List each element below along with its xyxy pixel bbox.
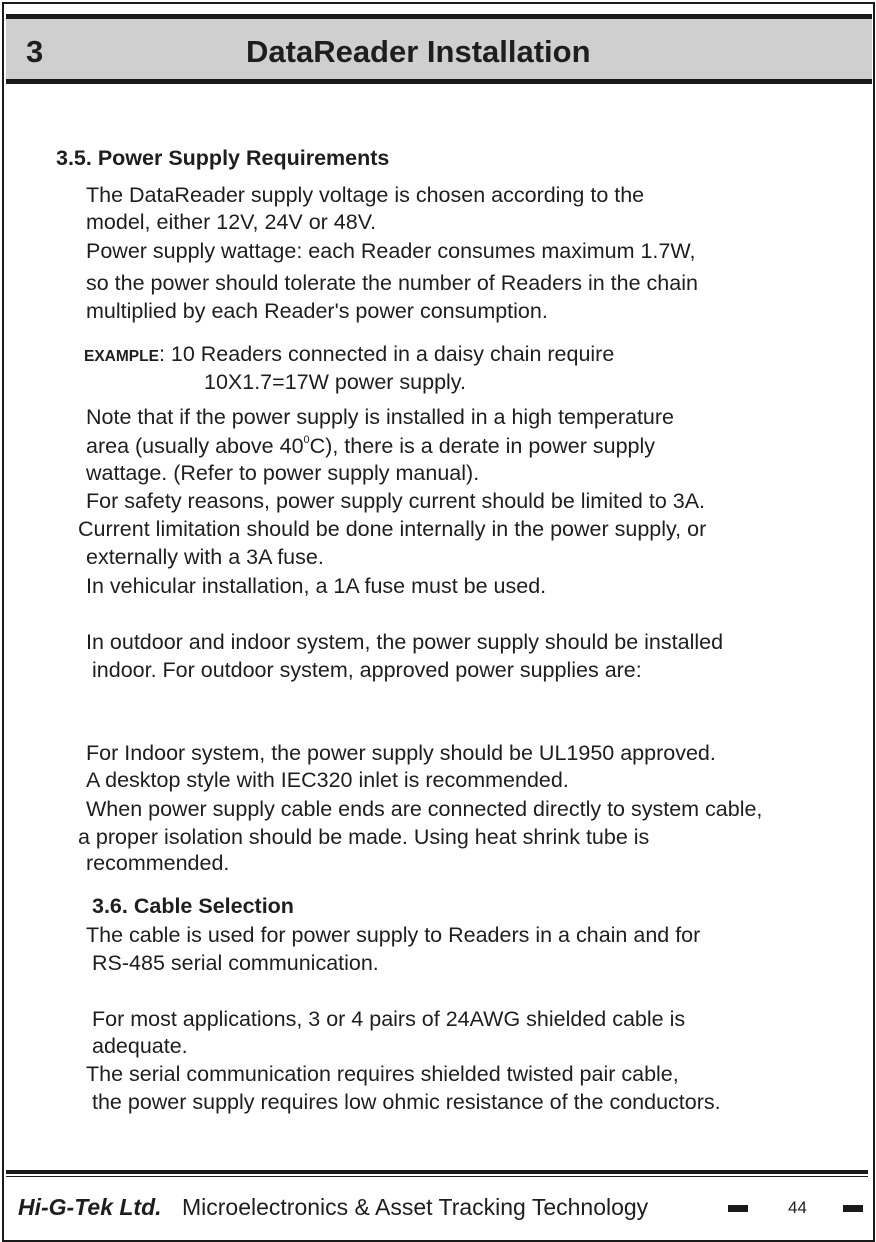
footer-divider-thin bbox=[6, 1176, 868, 1177]
paragraph-line: The cable is used for power supply to Readers in a chain and for bbox=[86, 923, 701, 947]
paragraph-line: Current limitation should be done internally in the power supply, or bbox=[78, 517, 707, 541]
temperature-text-pre: area (usually above 40 bbox=[86, 434, 304, 458]
paragraph-line: When power supply cable ends are connected directly to system cable, bbox=[86, 797, 763, 821]
paragraph-line: recommended. bbox=[86, 851, 230, 875]
paragraph-line: multiplied by each Reader's power consumption. bbox=[86, 299, 548, 323]
section-heading-cable-selection: 3.6. Cable Selection bbox=[92, 894, 294, 918]
paragraph-line-temperature bbox=[86, 433, 655, 459]
company-tagline: Microelectronics & Asset Tracking Technology bbox=[182, 1194, 649, 1220]
chapter-title: DataReader Installation bbox=[246, 34, 591, 69]
paragraph-line: A desktop style with IEC320 inlet is recommended. bbox=[86, 768, 569, 792]
paragraph-line: model, either 12V, 24V or 48V. bbox=[86, 210, 377, 234]
footer-divider bbox=[6, 1170, 868, 1174]
paragraph-line: In vehicular installation, a 1A fuse must be used. bbox=[86, 574, 547, 598]
paragraph-line: indoor. For outdoor system, approved power supplies are: bbox=[92, 658, 642, 682]
paragraph-line: externally with a 3A fuse. bbox=[86, 545, 324, 569]
temperature-text-post: C), there is a derate in power supply bbox=[309, 434, 656, 458]
chapter-header bbox=[6, 14, 872, 84]
section-heading-power-supply: 3.5. Power Supply Requirements bbox=[56, 146, 390, 170]
example-text-line2: 10X1.7=17W power supply. bbox=[204, 370, 466, 394]
paragraph-line: For safety reasons, power supply current should be limited to 3A. bbox=[86, 489, 706, 513]
paragraph-line: Note that if the power supply is installed in a high temperature bbox=[86, 405, 674, 429]
paragraph-line: For most applications, 3 or 4 pairs of 24AWG shielded cable is bbox=[92, 1007, 686, 1031]
paragraph-line: For Indoor system, the power supply should be UL1950 approved. bbox=[86, 741, 716, 765]
paragraph-line: wattage. (Refer to power supply manual). bbox=[86, 461, 480, 485]
paragraph-line: the power supply requires low ohmic resistance of the conductors. bbox=[92, 1090, 721, 1114]
paragraph-line: In outdoor and indoor system, the power supply should be installed bbox=[86, 630, 724, 654]
footer-bar-right bbox=[843, 1205, 863, 1212]
paragraph-line: The DataReader supply voltage is chosen according to the bbox=[86, 183, 645, 207]
paragraph-line: RS-485 serial communication. bbox=[92, 951, 379, 975]
degree-superscript: 0 bbox=[303, 434, 310, 446]
footer-bar-left bbox=[728, 1205, 748, 1212]
company-name: Hi-G-Tek Ltd. bbox=[18, 1194, 162, 1220]
example-label: EXAMPLE bbox=[84, 348, 159, 365]
paragraph-line: Power supply wattage: each Reader consumes maximum 1.7W, bbox=[86, 239, 696, 263]
paragraph-line: The serial communication requires shielded twisted pair cable, bbox=[86, 1062, 679, 1086]
chapter-number: 3 bbox=[26, 34, 44, 69]
example-text: : 10 Readers connected in a daisy chain require bbox=[158, 342, 615, 366]
example-block bbox=[84, 341, 614, 370]
paragraph-line: adequate. bbox=[92, 1034, 188, 1058]
page-number: 44 bbox=[788, 1198, 807, 1217]
paragraph-line: so the power should tolerate the number of Readers in the chain bbox=[86, 271, 698, 295]
paragraph-line: a proper isolation should be made. Using heat shrink tube is bbox=[78, 825, 650, 849]
